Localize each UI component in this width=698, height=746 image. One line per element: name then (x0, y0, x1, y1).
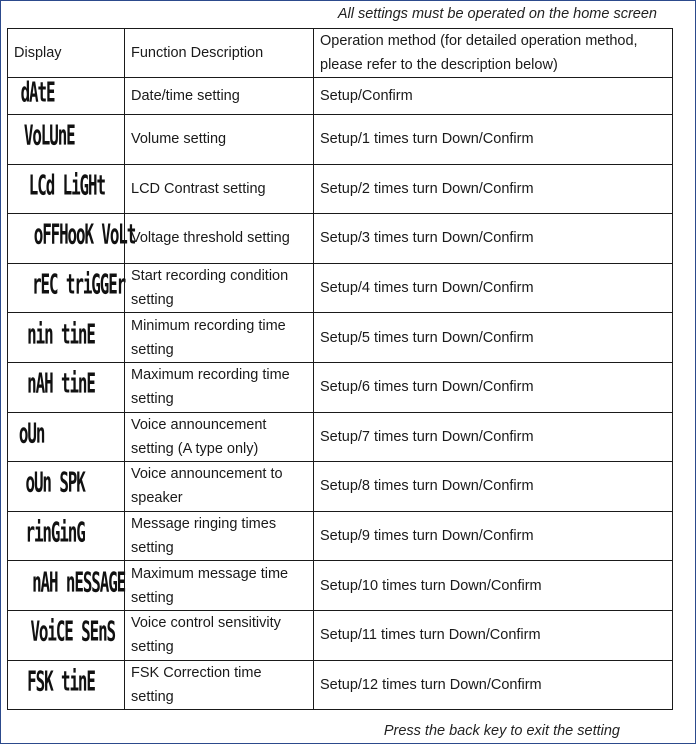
display-cell (8, 511, 125, 561)
operation-cell: Setup/Confirm (314, 78, 673, 115)
lcd-display-text: FSK tinE (27, 666, 95, 698)
table-row (8, 78, 673, 115)
display-cell (8, 313, 125, 363)
lcd-display-text: VoLUnE (23, 121, 75, 153)
top-note: All settings must be operated on the home screen (337, 6, 657, 22)
table-row (8, 610, 673, 660)
table-row (8, 164, 673, 214)
operation-cell: Setup/11 times turn Down/Confirm (314, 610, 673, 660)
table-row (8, 412, 673, 462)
function-cell: Voice announcement setting (A type only) (125, 412, 314, 462)
display-cell (8, 214, 136, 264)
lcd-display-text: nin tinE (27, 319, 95, 351)
header-display: Display (8, 29, 125, 78)
function-cell: Maximum message time setting (125, 561, 314, 611)
table-row (8, 115, 673, 165)
function-cell: Voice announcement to speaker (125, 462, 314, 512)
lcd-display-text: oUn (18, 418, 45, 450)
header-function: Function Description (125, 29, 314, 78)
display-cell (8, 263, 125, 313)
display-cell (8, 462, 125, 512)
bottom-note: Press the back key to exit the setting (383, 723, 620, 739)
lcd-display-text: oFFHooK VoLt (33, 220, 136, 252)
table-row (8, 362, 673, 412)
display-cell (8, 412, 125, 462)
operation-cell: Setup/7 times turn Down/Confirm (314, 412, 673, 462)
table-row (8, 561, 673, 611)
operation-cell: Setup/3 times turn Down/Confirm (314, 214, 673, 264)
display-cell (8, 610, 125, 660)
function-cell: Minimum recording time setting (125, 313, 314, 363)
table-row (8, 660, 673, 710)
lcd-display-text: nAH tinE (27, 369, 95, 401)
operation-cell: Setup/12 times turn Down/Confirm (314, 660, 673, 710)
display-cell (8, 78, 125, 115)
header-operation: Operation method (for detailed operation method, please refer to the description below) (314, 29, 673, 78)
table-header-row (8, 29, 673, 78)
function-cell: Voice control sensitivity setting (125, 610, 314, 660)
table-row (8, 462, 673, 512)
function-cell: Date/time setting (125, 78, 314, 115)
lcd-display-text: rinGinG (25, 517, 85, 550)
lcd-display-text: LCd LiGHt (28, 170, 105, 202)
display-cell (8, 115, 125, 165)
settings-table (7, 28, 673, 710)
table-row (8, 214, 673, 264)
display-cell (8, 561, 125, 611)
operation-cell: Setup/8 times turn Down/Confirm (314, 462, 673, 512)
lcd-display-text: VoiCE SEnS (30, 616, 116, 649)
operation-cell: Setup/2 times turn Down/Confirm (314, 164, 673, 214)
table-row (8, 263, 673, 313)
function-cell: LCD Contrast setting (125, 164, 314, 214)
display-cell (8, 660, 125, 710)
operation-cell: Setup/6 times turn Down/Confirm (314, 362, 673, 412)
function-cell: Maximum recording time setting (125, 362, 314, 412)
function-cell: Start recording condition setting (125, 263, 314, 313)
display-cell (8, 362, 125, 412)
table-row (8, 511, 673, 561)
operation-cell: Setup/9 times turn Down/Confirm (314, 511, 673, 561)
lcd-display-text: rEC triGGEr (32, 269, 126, 302)
operation-cell: Setup/4 times turn Down/Confirm (314, 263, 673, 313)
table-row (8, 313, 673, 363)
operation-cell: Setup/10 times turn Down/Confirm (314, 561, 673, 611)
lcd-display-text: dAtE (20, 77, 55, 109)
display-cell (8, 164, 125, 214)
operation-cell: Setup/1 times turn Down/Confirm (314, 115, 673, 165)
function-cell: Message ringing times setting (125, 511, 314, 561)
function-cell: Volume setting (125, 115, 314, 165)
lcd-display-text: nAH nESSAGE (32, 567, 126, 599)
operation-cell: Setup/5 times turn Down/Confirm (314, 313, 673, 363)
function-cell: Voltage threshold setting (125, 214, 314, 264)
function-cell: FSK Correction time setting (125, 660, 314, 710)
lcd-display-text: oUn SPK (25, 468, 85, 500)
